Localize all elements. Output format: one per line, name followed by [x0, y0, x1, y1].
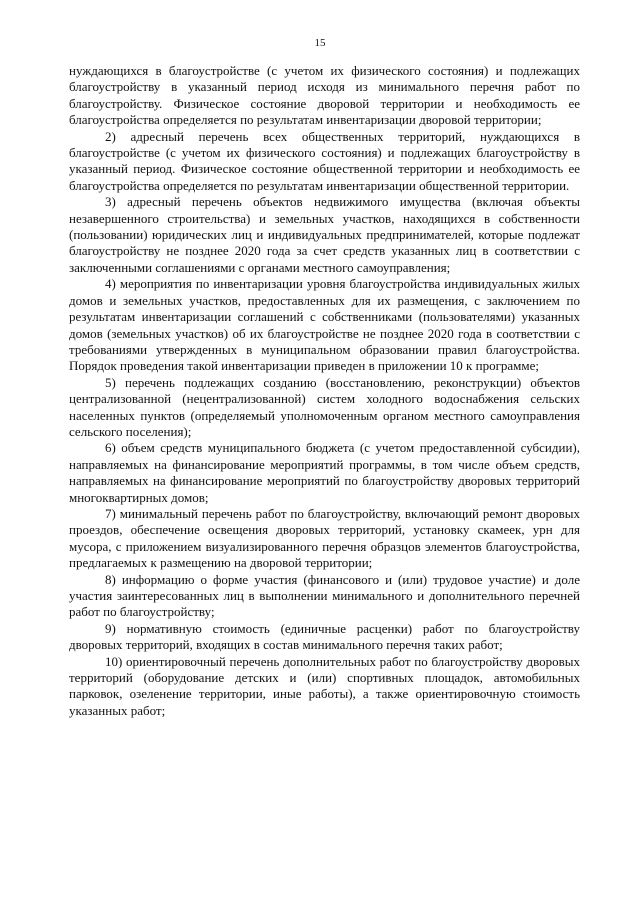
- paragraph-item-5: 5) перечень подлежащих созданию (восстановлению, реконструкции) объектов централизованной (нецентрализованной) систем холодного водоснабжения сельских населенных пунктов (определяемый уполномоченным органом местного самоуправления сельского поселения);: [69, 374, 580, 439]
- paragraph-item-9: 9) нормативную стоимость (единичные расценки) работ по благоустройству дворовых территорий, входящих в состав минимального перечня таких работ;: [69, 620, 580, 653]
- paragraph-item-3: 3) адресный перечень объектов недвижимого имущества (включая объекты незавершенного строительства) и земельных участков, находящихся в собственности (пользовании) юридических лиц и индивидуальных предпринимателей, которые подлежат благоустройству не позднее 2020 года за счет средств указанных лиц в соответствии с заключенными соглашениями с органами местного самоуправления;: [69, 194, 580, 275]
- document-body: [69, 63, 580, 719]
- page-number: 15: [314, 37, 326, 49]
- paragraph-item-10: 10) ориентировочный перечень дополнительных работ по благоустройству дворовых территорий (оборудование детских и (или) спортивных площадок, автомобильных парковок, озеленение территории, иные работы), а также ориентировочную стоимость указанных работ;: [69, 653, 580, 718]
- paragraph-continuation: нуждающихся в благоустройстве (с учетом их физического состояния) и подлежащих благоустройству в указанный период исходя из минимального перечня работ по благоустройству. Физическое состояние дворовой территории и необходимость ее благоустройства определяется по результатам инвентаризации дворовой территории;: [69, 63, 580, 128]
- paragraph-item-4: 4) мероприятия по инвентаризации уровня благоустройства индивидуальных жилых домов и земельных участков, предоставленных для их размещения, с заключением по результатам инвентаризации соглашений с собственниками (пользователями) указанных домов (земельных участков) об их благоустройстве не позднее 2020 года в соответствии с требованиями утвержденных в муниципальном образовании правил благоустройства. Порядок проведения такой инвентаризации приведен в приложении 10 к программе;: [69, 276, 580, 374]
- paragraph-item-6: 6) объем средств муниципального бюджета (с учетом предоставленной субсидии), направляемых на финансирование мероприятий программы, в том числе объем средств, направляемых на финансирование мероприятий по благоустройству дворовых территорий многоквартирных домов;: [69, 440, 580, 505]
- paragraph-item-2: 2) адресный перечень всех общественных территорий, нуждающихся в благоустройстве (с учетом их физического состояния) и подлежащих благоустройству в указанный период. Физическое состояние общественной территории и необходимость ее благоустройства определяется по результатам инвентаризации общественной территории.: [69, 128, 580, 193]
- paragraph-item-8: 8) информацию о форме участия (финансового и (или) трудовое участие) и доле участия заинтересованных лиц в выполнении минимального и дополнительного перечней работ по благоустройству;: [69, 571, 580, 620]
- paragraph-item-7: 7) минимальный перечень работ по благоустройству, включающий ремонт дворовых проездов, обеспечение освещения дворовых территорий, установку скамеек, урн для мусора, с приложением визуализированного перечня образцов элементов благоустройства, предлагаемых к размещению на дворовой территории;: [69, 505, 580, 571]
